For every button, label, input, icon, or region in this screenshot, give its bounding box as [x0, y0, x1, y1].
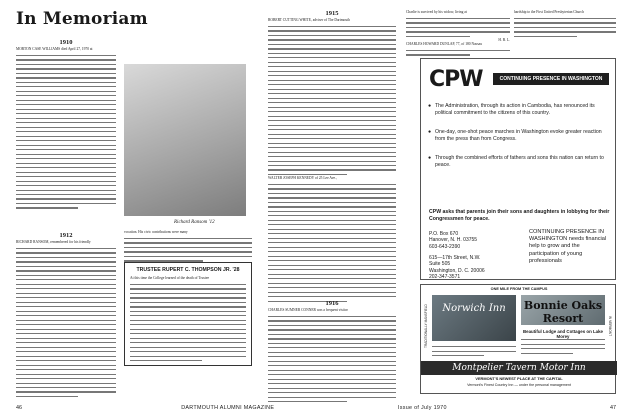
- page-number-right: 47: [610, 405, 616, 411]
- address-line: 202-347-3571: [429, 274, 461, 281]
- text-line: [406, 54, 470, 55]
- inn-name: Norwich Inn: [442, 303, 506, 314]
- text-line: [16, 140, 116, 141]
- obituary-first-line: CHARLES HOWARD DUNLAP, 77, of 180 Nassau: [406, 42, 482, 46]
- text-line: [16, 194, 116, 195]
- text-line: [268, 283, 396, 284]
- text-line: [406, 18, 510, 19]
- text-line: [16, 122, 116, 123]
- text-line: [130, 311, 246, 312]
- obituary-text: [16, 47, 116, 209]
- text-line: [16, 320, 116, 321]
- resort-advertisements: [420, 284, 616, 394]
- text-line: [268, 397, 396, 398]
- text-line: [268, 383, 396, 384]
- cpw-hanover-address: [429, 231, 477, 250]
- text-line: [16, 284, 116, 285]
- obituary-text: [268, 308, 396, 402]
- text-line: [16, 374, 116, 375]
- class-year-heading: 1910: [59, 39, 73, 46]
- text-line: [432, 346, 516, 347]
- magazine-name: DARTMOUTH ALUMNI MAGAZINE: [181, 405, 275, 411]
- text-line: [16, 270, 116, 271]
- text-line: [16, 172, 116, 173]
- text-line: [514, 31, 616, 32]
- motor-inn-banner: Montpelier Tavern Motor Inn: [421, 361, 617, 375]
- text-line: [130, 293, 246, 294]
- text-line: [268, 102, 396, 103]
- address-line: 603-643-2390: [429, 243, 461, 250]
- cpw-advertisement: [420, 58, 616, 280]
- text-line: [268, 202, 396, 203]
- text-line: [16, 279, 116, 280]
- text-line: [268, 352, 396, 353]
- text-line: [268, 269, 396, 270]
- obituary-first-line: CHARLES SUMNER CONNER was a frequent visitor: [268, 308, 348, 312]
- text-line: [268, 220, 396, 221]
- text-line: [130, 324, 246, 325]
- text-line: [16, 297, 116, 298]
- text-line: [124, 251, 252, 252]
- text-line: [268, 165, 396, 166]
- resort-ad-side-text: TRADITIONALLY MANSFIELD: [424, 304, 428, 348]
- text-line: [268, 238, 396, 239]
- text-line: [432, 355, 484, 356]
- text-line: [16, 306, 116, 307]
- magazine-footer-title: [0, 405, 628, 411]
- text-line: [16, 86, 116, 87]
- text-line: [268, 53, 396, 54]
- text-line: [521, 353, 573, 354]
- text-line: [268, 206, 396, 207]
- text-line: [268, 107, 396, 108]
- text-line: [268, 71, 396, 72]
- obituary-text: [514, 10, 616, 37]
- bullet-icon: ●: [428, 103, 432, 109]
- text-line: [268, 35, 396, 36]
- text-line: [16, 136, 116, 137]
- trustee-notice-first-line: At this time the College learned of the death of Trustee: [130, 276, 210, 280]
- text-line: [268, 116, 396, 117]
- text-line: [16, 378, 116, 379]
- text-line: [268, 84, 396, 85]
- text-line: [16, 59, 116, 60]
- cpw-callout: CPW asks that parents join their sons and daughters in lobbying for their Congressmen for peace.: [429, 209, 610, 222]
- text-line: [432, 351, 516, 352]
- text-line: [268, 89, 396, 90]
- text-line: [268, 57, 396, 58]
- obituary-text: [16, 240, 116, 397]
- text-line: [268, 215, 396, 216]
- text-line: [16, 127, 116, 128]
- text-line: [268, 292, 396, 293]
- text-line: [16, 302, 116, 303]
- text-line: [16, 351, 116, 352]
- text-line: [16, 77, 116, 78]
- text-line: [16, 266, 116, 267]
- text-line: [268, 39, 396, 40]
- text-line: [124, 238, 252, 239]
- motor-inn-subtitle: VERMONT'S NEWEST PLACE AT THE CAPITAL: [475, 376, 563, 381]
- text-line: [16, 104, 116, 105]
- text-line: [521, 348, 605, 349]
- text-line: [16, 154, 116, 155]
- obituary-first-line: MORTON CASE WILLIAMS died April 27, 1970 at: [16, 47, 93, 51]
- text-line: [268, 156, 396, 157]
- resort-ad-header: ONE MILE FROM THE CAMPUS: [490, 287, 548, 291]
- text-line: [16, 293, 116, 294]
- text-line: [268, 174, 347, 175]
- text-line: [268, 365, 396, 366]
- text-line: [16, 396, 78, 397]
- obituary-text: [124, 230, 252, 262]
- photo-caption: Richard Ransom '12: [174, 220, 215, 225]
- text-line: [16, 131, 116, 132]
- text-line: [268, 251, 396, 252]
- text-line: [268, 134, 396, 135]
- text-line: [130, 342, 246, 343]
- text-line: [130, 338, 246, 339]
- text-line: [406, 31, 510, 32]
- address-line: 615—17th Street, N.W.: [429, 255, 481, 261]
- text-line: [268, 274, 396, 275]
- text-line: [406, 36, 470, 37]
- text-line: [268, 98, 396, 99]
- text-line: [514, 18, 616, 19]
- text-line: [130, 315, 246, 316]
- cpw-bullet: [428, 103, 611, 117]
- address-line: Washington, D. C. 20006: [429, 267, 485, 274]
- text-line: [268, 30, 396, 31]
- text-line: [268, 278, 396, 279]
- obituary-first-line: Charlie is survived by his widow, living at: [406, 10, 467, 14]
- address-line: Suite 505: [429, 261, 451, 268]
- cpw-bullet-text: The Administration, through its action in Cambodia, has renounced its political commitment to the citizens of this country.: [435, 103, 595, 116]
- text-line: [268, 75, 396, 76]
- text-line: [16, 55, 116, 56]
- text-line: [268, 361, 396, 362]
- text-line: [16, 383, 116, 384]
- text-line: [16, 64, 116, 65]
- text-line: [268, 120, 396, 121]
- motor-inn-footer: Vermont's Finest Country Inn — under the personal management: [467, 383, 571, 387]
- text-line: [130, 288, 246, 289]
- text-line: [16, 248, 116, 249]
- cpw-bullet-text: One-day, one-shot peace marches in Washington evoke greater reaction from the press than from Congress.: [435, 129, 602, 142]
- text-line: [268, 233, 396, 234]
- text-line: [268, 392, 396, 393]
- text-line: [268, 197, 396, 198]
- text-line: [268, 296, 396, 297]
- text-line: [268, 211, 396, 212]
- text-line: [16, 342, 116, 343]
- text-line: [16, 338, 116, 339]
- text-line: [268, 143, 396, 144]
- text-line: [268, 152, 396, 153]
- obituary-first-line: RICHARD RANSOM, remembered for his friendly: [16, 240, 91, 244]
- page-footer: [0, 403, 628, 415]
- text-line: [268, 334, 396, 335]
- text-line: [16, 91, 116, 92]
- class-year-heading: 1915: [325, 10, 339, 17]
- text-line: [130, 333, 246, 334]
- trustee-notice-title: TRUSTEE RUPERT C. THOMPSON JR. '28: [136, 267, 240, 273]
- text-line: [268, 224, 396, 225]
- text-line: [16, 68, 116, 69]
- text-line: [268, 325, 396, 326]
- inn-photo: [432, 295, 516, 341]
- text-line: [268, 320, 396, 321]
- portrait-photo: [124, 64, 246, 216]
- text-line: [130, 297, 246, 298]
- obituary-text: [406, 10, 510, 37]
- text-line: [268, 265, 396, 266]
- text-line: [406, 22, 510, 23]
- text-line: [268, 247, 396, 248]
- bullet-icon: ●: [428, 129, 432, 135]
- obituary-first-line: WALTER JOSEPH KENNEDY of 25 Lee Ave.,: [268, 176, 337, 180]
- text-line: [16, 198, 116, 199]
- text-line: [130, 320, 246, 321]
- text-line: [268, 26, 396, 27]
- text-line: [514, 36, 577, 37]
- text-line: [16, 158, 116, 159]
- text-line: [514, 22, 616, 23]
- obituary-signoff: H. B. L.: [498, 38, 510, 42]
- text-line: [16, 252, 116, 253]
- text-line: [268, 374, 396, 375]
- text-line: [268, 111, 396, 112]
- text-line: [16, 387, 116, 388]
- cpw-bullet: [428, 155, 611, 169]
- text-line: [268, 256, 396, 257]
- cpw-logo: CPW: [429, 67, 483, 92]
- text-line: [16, 118, 116, 119]
- obituary-first-line: vocation. His civic contributions were many: [124, 230, 188, 234]
- address-line: P.O. Box 670: [429, 231, 459, 237]
- issue-date: Issue of July 1970: [397, 405, 447, 411]
- text-line: [268, 62, 396, 63]
- text-line: [514, 27, 616, 28]
- text-line: [268, 343, 396, 344]
- text-line: [16, 347, 116, 348]
- page-number-left: 46: [16, 405, 22, 411]
- text-line: [16, 190, 116, 191]
- address-line: Hanover, N. H. 03755: [429, 237, 478, 244]
- cpw-appeal-text: CONTINUING PRESENCE IN WASHINGTON needs financial help to grow and the participation of young professionals: [529, 229, 607, 264]
- text-line: [268, 347, 396, 348]
- cpw-tagline: CONTINUING PRESENCE IN WASHINGTON: [493, 73, 609, 85]
- class-year-heading: 1916: [325, 300, 339, 307]
- text-line: [268, 329, 396, 330]
- text-line: [16, 391, 116, 392]
- text-line: [521, 344, 605, 345]
- text-line: [268, 147, 396, 148]
- text-line: [406, 50, 510, 51]
- text-line: [16, 288, 116, 289]
- text-line: [268, 161, 396, 162]
- text-line: [268, 260, 396, 261]
- text-line: [16, 167, 116, 168]
- text-line: [268, 44, 396, 45]
- text-line: [268, 184, 396, 185]
- text-line: [268, 356, 396, 357]
- text-line: [16, 176, 116, 177]
- text-line: [16, 261, 116, 262]
- cpw-bullet: [428, 129, 611, 143]
- text-line: [268, 316, 396, 317]
- text-line: [268, 229, 396, 230]
- text-line: [16, 311, 116, 312]
- text-line: [130, 284, 246, 285]
- text-line: [16, 324, 116, 325]
- obituary-text: [268, 176, 396, 302]
- text-line: [130, 329, 246, 330]
- resort-ad-text: [521, 336, 605, 358]
- text-line: [16, 333, 116, 334]
- cpw-bullet-text: Through the combined efforts of fathers and sons this nation can return to peace.: [435, 155, 604, 168]
- obituary-first-line: ROBERT CUTTING WHITE, adviser of The Dartmouth: [268, 18, 350, 22]
- obituary-first-line: hardship to the First United Presbyterian Church: [514, 10, 584, 14]
- text-line: [268, 388, 396, 389]
- text-line: [268, 338, 396, 339]
- bullet-icon: ●: [428, 155, 432, 161]
- text-line: [268, 193, 396, 194]
- text-line: [16, 365, 116, 366]
- text-line: [16, 315, 116, 316]
- text-line: [268, 242, 396, 243]
- text-line: [124, 256, 252, 257]
- resort-ad-side-text: IN VERMONT: [608, 315, 612, 336]
- text-line: [16, 329, 116, 330]
- text-line: [268, 93, 396, 94]
- obituary-text: [406, 42, 510, 56]
- text-line: [268, 370, 396, 371]
- trustee-notice-box: [124, 262, 252, 366]
- text-line: [130, 347, 246, 348]
- text-line: [16, 207, 78, 208]
- text-line: [16, 82, 116, 83]
- text-line: [130, 356, 246, 357]
- obituary-text: [268, 18, 396, 175]
- text-line: [268, 287, 396, 288]
- trustee-notice-text: [130, 276, 246, 361]
- text-line: [16, 149, 116, 150]
- text-line: [16, 100, 116, 101]
- class-year-heading: 1912: [59, 232, 73, 239]
- text-line: [268, 129, 396, 130]
- text-line: [268, 125, 396, 126]
- text-line: [521, 339, 605, 340]
- resort-subtitle: Beautiful Lodge and Cottages on Lake Morey: [522, 329, 603, 339]
- text-line: [130, 302, 246, 303]
- text-line: [16, 113, 116, 114]
- text-line: [16, 95, 116, 96]
- text-line: [130, 306, 246, 307]
- text-line: [16, 275, 116, 276]
- text-line: [16, 181, 116, 182]
- text-line: [124, 247, 252, 248]
- text-line: [16, 185, 116, 186]
- text-line: [124, 242, 252, 243]
- text-line: [268, 80, 396, 81]
- text-line: [406, 27, 510, 28]
- inn-ad-text: [432, 343, 516, 358]
- text-line: [268, 379, 396, 380]
- text-line: [16, 356, 116, 357]
- resort-name: Bonnie Oaks Resort: [523, 299, 603, 325]
- cpw-washington-address: [429, 255, 485, 281]
- page-title: In Memoriam: [16, 9, 148, 29]
- text-line: [130, 360, 202, 361]
- text-line: [16, 360, 116, 361]
- text-line: [16, 163, 116, 164]
- text-line: [16, 109, 116, 110]
- text-line: [268, 66, 396, 67]
- text-line: [16, 257, 116, 258]
- text-line: [16, 369, 116, 370]
- text-line: [268, 188, 396, 189]
- text-line: [130, 351, 246, 352]
- text-line: [268, 169, 396, 170]
- text-line: [16, 73, 116, 74]
- text-line: [16, 145, 116, 146]
- text-line: [16, 203, 116, 204]
- text-line: [268, 48, 396, 49]
- text-line: [268, 138, 396, 139]
